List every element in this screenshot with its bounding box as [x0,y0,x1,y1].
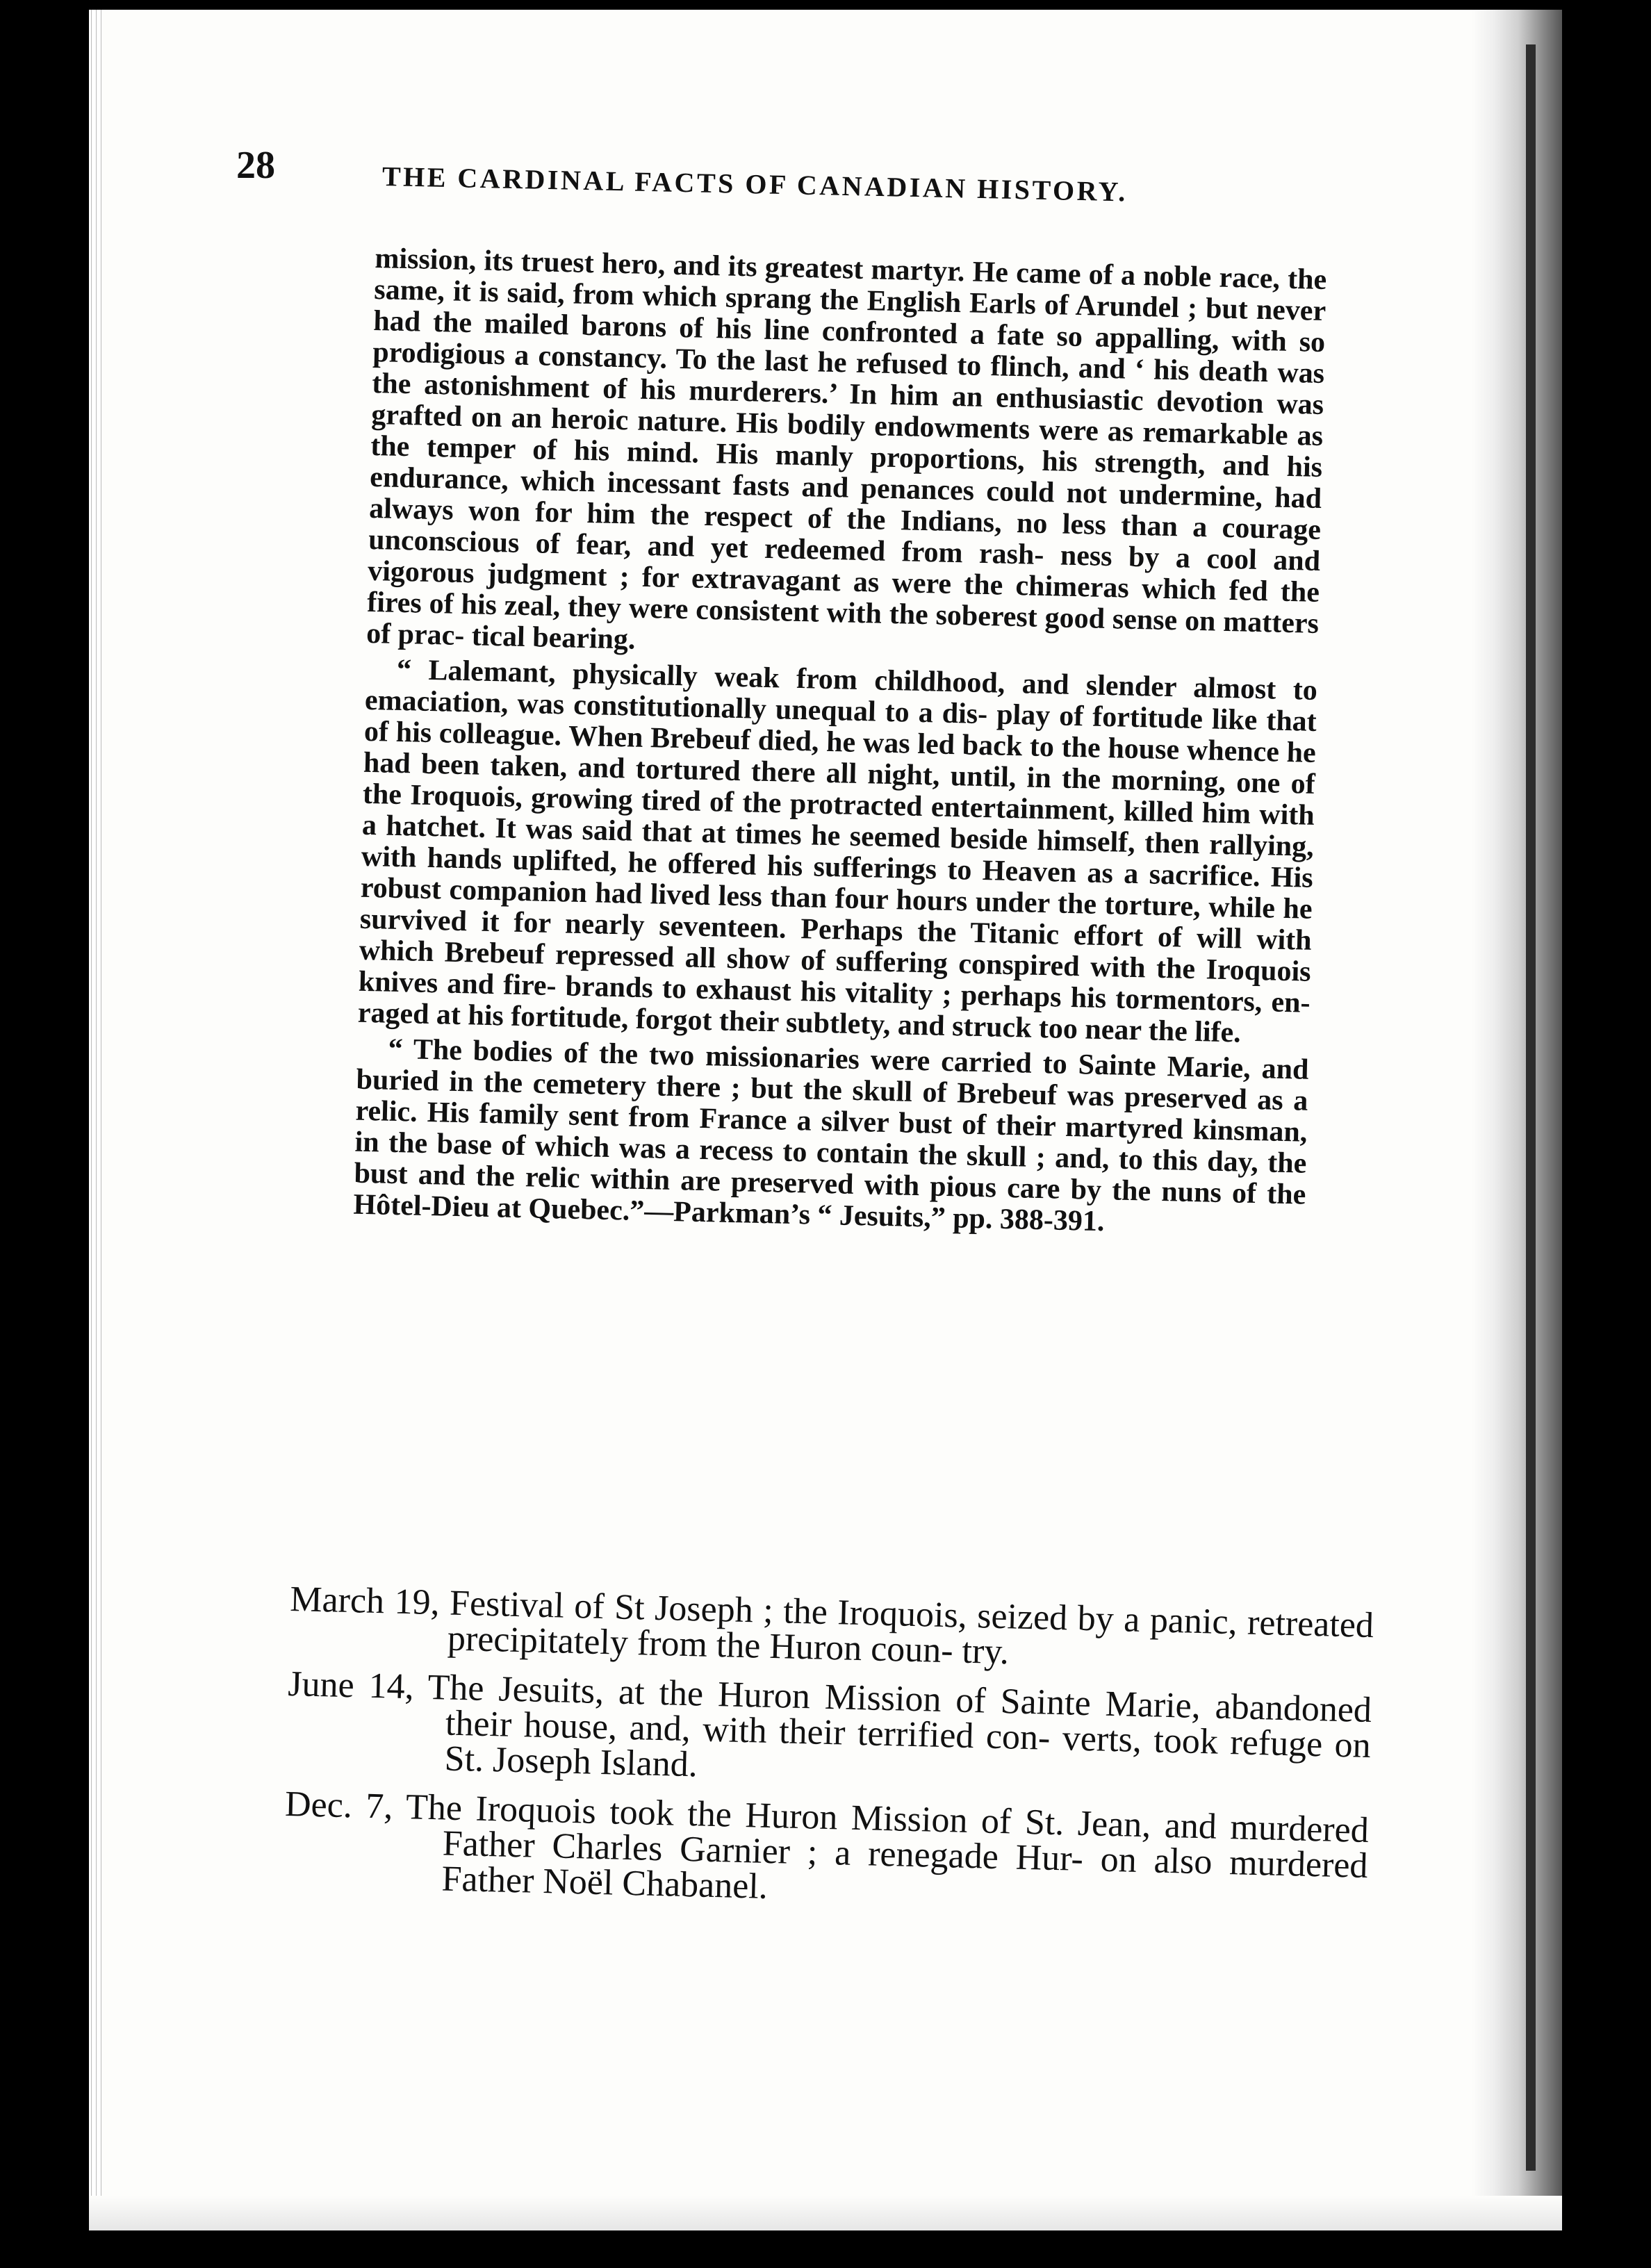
quote-paragraph: “ The bodies of the two missionaries were carried to Sainte Marie, and buried in the cemetery there ; but the skull of Brebeuf was preserved as a relic. His family sent from France a silver bust of their martyred kinsman, in the base of which was a recess to contain the skull ; and, to this day, the bust and the relic within are preserved with pious care by the nuns of the Hôtel-Dieu at Quebec.”—Parkman’s “ Jesuits,” pp. 388-391. [353,1033,1309,1238]
chronology-entries [283,1581,1374,1933]
entry-date: Dec. 7, [284,1784,394,1827]
page-binding-edge [89,10,101,2230]
entry-date: March 19, [289,1579,441,1623]
quote-paragraph: “ Lalemant, physically weak from childhood, and slender almost to emaciation, was constitutionally unequal to a dis- play of fortitude like that of his colleague. When Brebeuf died, he was led back to the house whence he had been taken, and tortured there all night, until, in the morning, one of the Iroquois, growing tired of the protracted entertainment, killed him with a hatchet. It was said that at times he seemed beside himself, then rallying, with hands uplifted, he offered his sufferings to Heaven as a sacrifice. His robust companion had lived less than four hours under the torture, while he survived it for nearly seventeen. Perhaps the Titanic effort of will with which Brebeuf repressed all show of suffering conspired with the Iroquois knives and fire- brands to exhaust his vitality ; perhaps his tormentors, en- raged at his fortitude, forgot their subtlety, and struck too near the life. [357,653,1318,1049]
chronology-entry [283,1786,1369,1919]
entry-date: June 14, [287,1663,415,1707]
page-gutter-shadow [1472,10,1562,2230]
running-title: THE CARDINAL FACTS OF CANADIAN HISTORY. [381,161,1128,208]
chronology-entry [286,1663,1372,1799]
page-header [236,139,1320,208]
entry-text: The Jesuits, at the Huron Mission of Sainte Marie, abandoned their house, and, with their terrified con- verts, took refuge on St. Joseph Island. [427,1667,1372,1785]
page-bottom-shadow [89,2196,1562,2230]
entry-text: The Iroquois took the Huron Mission of St. Jean, and murdered Father Charles Garnier ; a renegade Hur- on also murdered Father Noël Chabanel. [405,1787,1370,1907]
quoted-passage [353,243,1327,1247]
quote-paragraph: mission, its truest hero, and its greatest martyr. He came of a noble race, the same, it is said, from which sprang the English Earls of Arundel ; but never had the mailed barons of his line confronted a fate so appalling, with so prodigious a constancy. To the last he refused to flinch, and ‘ his death was the astonishment of his murderers.’ In him an enthusiastic devotion was grafted on an heroic nature. His bodily endowments were as remarkable as the temper of his mind. His manly proportions, his strength, and his endurance, which incessant fasts and penances could not undermine, had always won for him the respect of the Indians, no less than a courage unconscious of fear, and yet redeemed from rash- ness by a cool and vigorous judgment ; for extravagant as were the chimeras which fed the fires of his zeal, they were consistent with the soberest good sense on matters of prac- tical bearing. [365,243,1327,656]
entry-text: Festival of St Joseph ; the Iroquois, seized by a panic, retreated precipitately from the Huron coun- try. [447,1583,1374,1673]
page-number: 28 [236,144,275,187]
